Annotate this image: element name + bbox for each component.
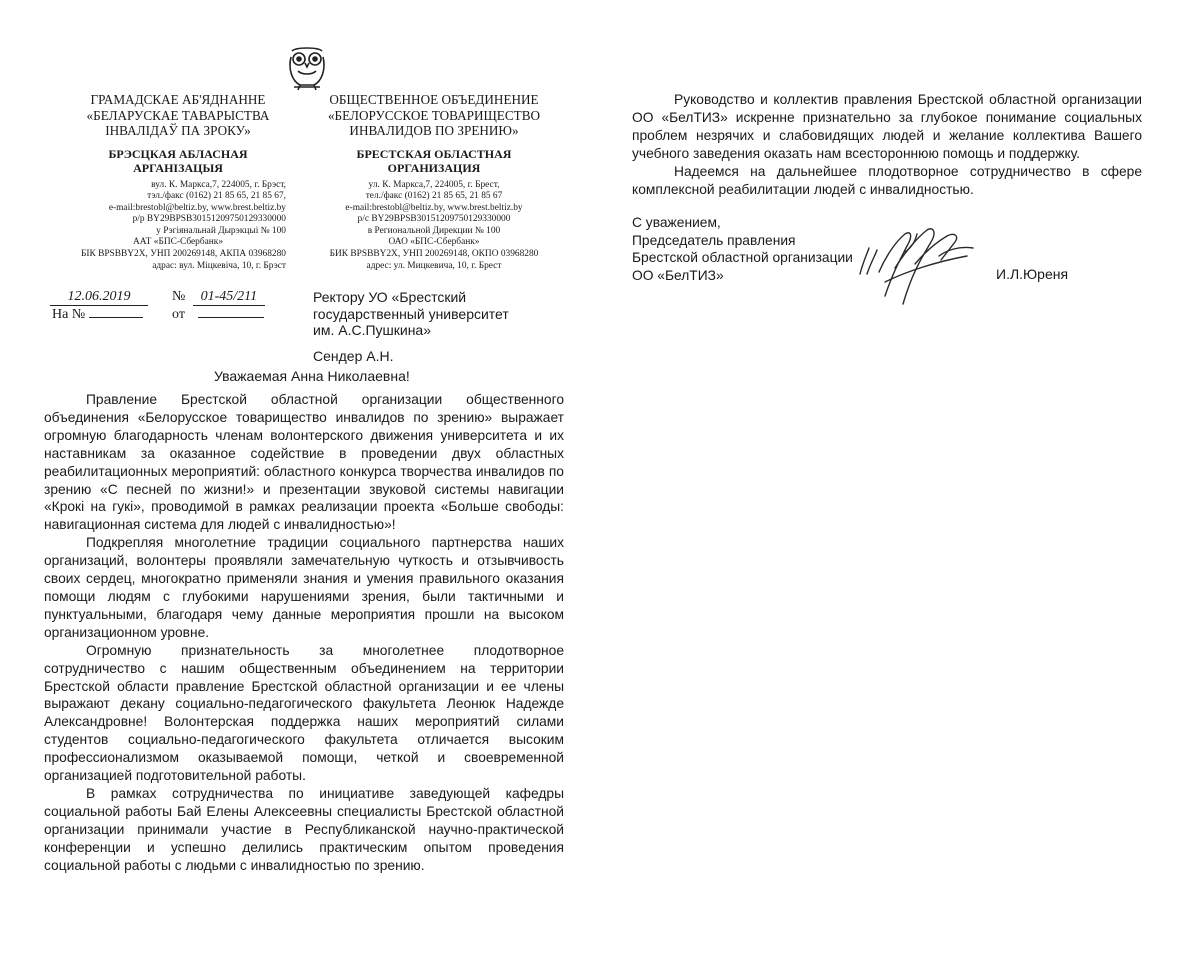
branch-line: ОРГАНИЗАЦИЯ [387, 160, 481, 175]
address-line: ул. К. Маркса,7, 224005, г. Брест, [368, 179, 500, 190]
header-russian [318, 92, 550, 272]
recipient-line: государственный университет [313, 305, 509, 322]
incoming-number-blank [89, 317, 143, 318]
incoming-number-label: На № [52, 307, 86, 322]
header-belarusian [70, 92, 286, 272]
paragraph: Руководство и коллектив правления Брестской областной организации ОО «БелТИЗ» искренне признательно за глубокое понимание социальных проблем незрячих и слабовидящих людей и желание коллектива Вашего учебного заведения оказать нам всестороннюю помощь и поддержку. [632, 92, 1142, 161]
greeting: Уважаемая Анна Николаевна! [214, 368, 410, 384]
closing-line: ОО «БелТИЗ» [632, 267, 724, 283]
owl-logo-icon [282, 45, 332, 91]
signer-name: И.Л.Юреня [996, 266, 1069, 282]
org-line: ГРАМАДСКАЕ АБ'ЯДНАННЕ [90, 92, 266, 107]
recipient-line: им. А.С.Пушкина» [313, 322, 431, 338]
org-name [70, 92, 286, 139]
org-name [318, 92, 550, 139]
address-line: р/р BY29BPSB30151209750129330000 [132, 214, 286, 225]
outgoing-date [50, 289, 148, 306]
incoming-date-label: от [172, 307, 185, 322]
address-block [318, 180, 550, 273]
address-line: р/с BY29BPSB30151209750129330000 [357, 214, 511, 225]
branch-line: БРЭСЦКАЯ АБЛАСНАЯ [108, 146, 248, 161]
date-value: 12.06.2019 [50, 289, 148, 306]
org-line: ИНВАЛИДОВ ПО ЗРЕНИЮ» [349, 123, 519, 138]
address-line: в Региональной Дирекции № 100 [367, 225, 501, 236]
branch-line: БРЕСТСКАЯ ОБЛАСТНАЯ [356, 146, 512, 161]
org-line: ІНВАЛІДАЎ ПА ЗРОКУ» [105, 123, 251, 138]
signature-icon [855, 212, 980, 322]
paragraph: Надеемся на дальнейшее плодотворное сотрудничество в сфере комплексной реабилитации людей с инвалидностью. [632, 163, 1142, 197]
address-line: вул. К. Маркса,7, 224005, г. Брэст, [151, 179, 286, 190]
branch-line: АРГАНІЗАЦЫЯ [133, 160, 223, 175]
address-block [70, 180, 286, 273]
address-line: ААТ «БПС-Сбербанк» [132, 237, 224, 248]
address-line: у Рэгіянальнай Дырэкцыі № 100 [156, 225, 286, 236]
outgoing-number [172, 289, 265, 306]
org-line: «БЕЛОРУССКОЕ ТОВАРИЩЕСТВО [327, 107, 541, 123]
address-line: БИК BPSBBY2X, УНП 200269148, ОКПО 03968280 [329, 249, 539, 260]
recipient-line: Ректору УО «Брестский [313, 289, 467, 305]
address-line: адрес: ул. Мицкевича, 10, г. Брест [366, 260, 502, 271]
number-label: № [172, 289, 186, 304]
address-line: e-mail:brestobl@beltiz.by, www.brest.beltiz.by [108, 202, 286, 213]
address-line: тел./факс (0162) 21 85 65, 21 85 67 [365, 191, 503, 202]
incoming-date-blank [198, 317, 264, 318]
recipient-block [313, 289, 509, 364]
org-line: «БЕЛАРУСКАЕ ТАВАРЫСТВА [86, 107, 270, 123]
letter-body-left [44, 391, 564, 874]
letter-body-right [632, 91, 1142, 198]
paragraph: Правление Брестской областной организации общественного объединения «Белорусское товарищество инвалидов по зрению» выражает огромную благодарность членам волонтерского движения университета и их наставникам за оказанное содействие в проведении двух областных реабилитационных мероприятий: областного конкурса творчества инвалидов по зрению «С песней по жизни!» и презентации звуковой системы навигации «Крокі на гукі», проводимой в рамках реализации проекта «Больше свободы: навигационная система для людей с инвалидностью»! [44, 392, 564, 533]
closing-line: Брестской областной организации [632, 250, 853, 265]
address-line: e-mail:brestobl@beltiz.by, www.brest.beltiz.by [345, 202, 523, 213]
paragraph: Подкрепляя многолетние традиции социального партнерства наших организаций, волонтеры проявляли замечательную чуткость и отзывчивость своих сердец, многократно применяли знания и умения правильного оказания помощи людям с глубокими нарушениями зрения, были тактичными и пунктуальными, благодаря чему данные мероприятия прошли на высоком организационном уровне. [44, 535, 564, 640]
address-line: тэл./факс (0162) 21 85 65, 21 85 67, [147, 191, 286, 202]
address-line: адрас: вул. Міцкевіча, 10, г. Брэст [152, 260, 286, 271]
paragraph: В рамках сотрудничества по инициативе заведующей кафедры социальной работы Бай Елены Алексеевны специалисты Брестской областной организации принимали участие в Республиканской научно-практической конференции и успешно делились практическим опытом проведения социальной работы с людьми с инвалидностью по зрению. [44, 785, 564, 873]
closing-line: Председатель правления [632, 232, 796, 248]
branch-name [70, 147, 286, 175]
address-line: БІК BPSBBY2X, УНП 200269148, АКПА 03968280 [80, 249, 286, 260]
closing-line: С уважением, [632, 215, 721, 230]
address-line: ОАО «БПС-Сбербанк» [388, 237, 480, 248]
incoming-number [52, 307, 143, 323]
branch-name [318, 147, 550, 175]
incoming-date [172, 307, 264, 323]
closing-block [632, 214, 853, 284]
paragraph: Огромную признательность за многолетнее плодотворное сотрудничество с нашим общественным объединением на территории Брестской области правление Брестской областной организации и ее члены выражают декану социально-педагогического факультета Леонюк Надежде Александровне! Волонтерская поддержка наших мероприятий силами студентов социально-педагогического факультета отличается высоким профессионализмом оказываемой помощи, четкой и своевременной организацией подготовительной работы. [44, 642, 564, 784]
org-line: ОБЩЕСТВЕННОЕ ОБЪЕДИНЕНИЕ [329, 92, 539, 107]
recipient-name: Сендер А.Н. [313, 347, 394, 364]
number-value: 01-45/211 [193, 289, 265, 306]
